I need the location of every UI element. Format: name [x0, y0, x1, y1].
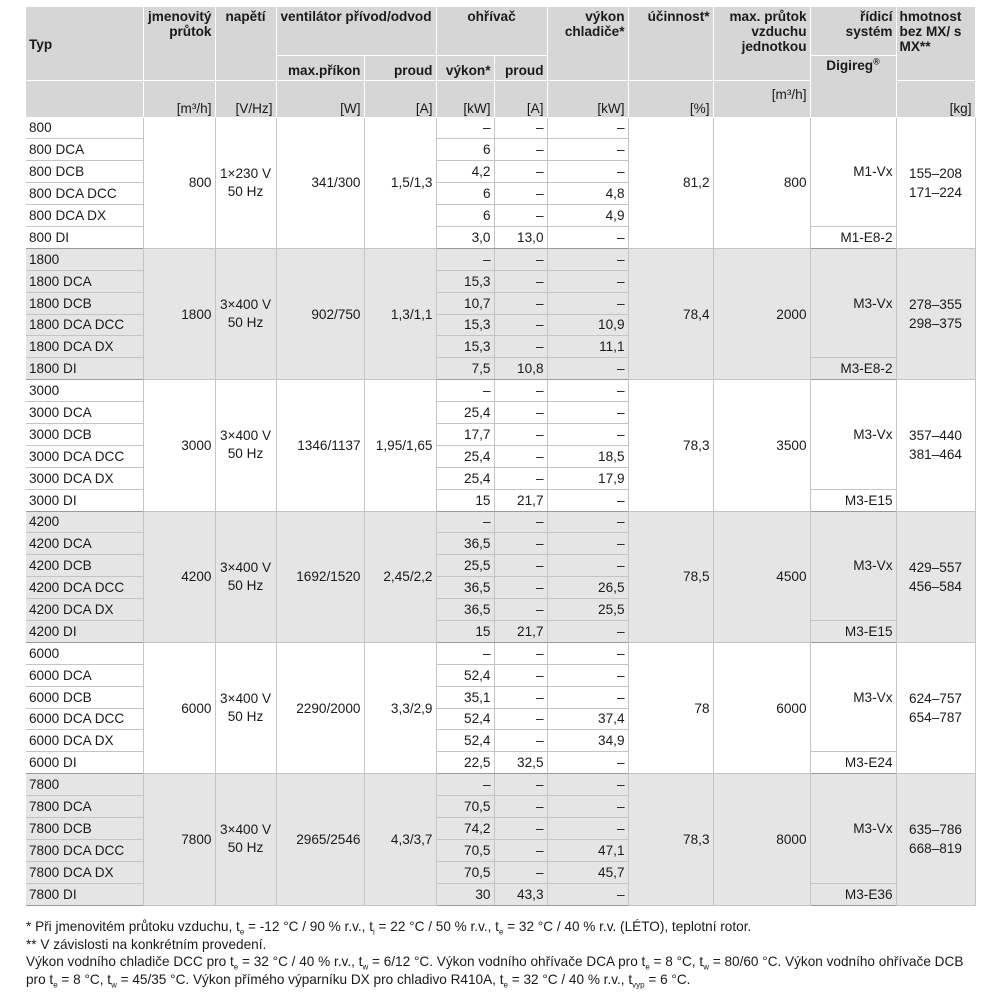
cell-napeti: 3×400 V 50 Hz: [215, 774, 276, 905]
cell-ohrivac-proud: 10,8: [494, 358, 547, 380]
note-text: = 22 °C / 50 % r.v., t: [374, 919, 499, 934]
cell-ohrivac-vykon: 22,5: [436, 752, 494, 774]
cell-vykon-chladice: –: [547, 620, 628, 642]
cell-typ: 3000: [26, 380, 143, 402]
cell-ohrivac-vykon: 30: [436, 883, 494, 905]
cell-ohrivac-vykon: 17,7: [436, 423, 494, 445]
cell-typ: 800 DCA DCC: [26, 183, 143, 205]
note-text: = -12 °C / 90 % r.v., t: [244, 919, 373, 934]
cell-ohrivac-vykon: 36,5: [436, 533, 494, 555]
cell-ohrivac-proud: –: [494, 467, 547, 489]
note-subscript: w: [362, 962, 369, 972]
cell-vykon-chladice: –: [547, 270, 628, 292]
footnotes: [26, 918, 981, 988]
cell-typ: 6000 DCA DCC: [26, 708, 143, 730]
unit-ohrivac-vykon: [kW]: [436, 80, 494, 117]
cell-max-prikon: 2965/2546: [276, 774, 364, 905]
cell-ohrivac-vykon: –: [436, 642, 494, 664]
cell-ohrivac-proud: 21,7: [494, 489, 547, 511]
cell-max-prutok: 4500: [713, 511, 810, 642]
cell-max-prikon: 341/300: [276, 117, 364, 248]
unit-chladic: [kW]: [547, 80, 628, 117]
cell-typ: 4200 DI: [26, 620, 143, 642]
note-subscript: e: [645, 962, 650, 972]
cell-ucinnost: 81,2: [628, 117, 713, 248]
cell-ohrivac-vykon: 70,5: [436, 839, 494, 861]
note-subscript: e: [239, 927, 245, 937]
cell-jmenovity-prutok: 1800: [143, 248, 215, 379]
cell-vykon-chladice: –: [547, 555, 628, 577]
footnote-power-conditions: [26, 953, 981, 988]
cell-typ: 4200: [26, 511, 143, 533]
cell-ohrivac-proud: –: [494, 642, 547, 664]
cell-typ: 800: [26, 117, 143, 139]
cell-ohrivac-vykon: 25,4: [436, 445, 494, 467]
cell-ohrivac-proud: –: [494, 533, 547, 555]
cell-napeti: 3×400 V 50 Hz: [215, 380, 276, 511]
cell-typ: 1800 DCA: [26, 270, 143, 292]
cell-typ: 1800 DCA DCC: [26, 314, 143, 336]
cell-ohrivac-vykon: 25,5: [436, 555, 494, 577]
note-subscript: e: [503, 980, 508, 990]
cell-vykon-chladice: –: [547, 226, 628, 248]
cell-ohrivac-proud: –: [494, 818, 547, 840]
spec-table: [26, 7, 976, 906]
cell-ridici-system-di: M3-E15: [810, 620, 896, 642]
cell-typ: 800 DCA DX: [26, 205, 143, 227]
cell-vykon-chladice: 25,5: [547, 599, 628, 621]
cell-ohrivac-vykon: 36,5: [436, 577, 494, 599]
cell-typ: 3000 DCA DX: [26, 467, 143, 489]
header-ventilator: ventilátor přívod/odvod: [276, 7, 436, 55]
cell-ohrivac-proud: –: [494, 445, 547, 467]
header-digireg: [810, 55, 896, 117]
cell-napeti: 1×230 V 50 Hz: [215, 117, 276, 248]
cell-ucinnost: 78,3: [628, 380, 713, 511]
cell-vykon-chladice: –: [547, 642, 628, 664]
cell-max-prutok: 800: [713, 117, 810, 248]
cell-ohrivac-vykon: 35,1: [436, 686, 494, 708]
cell-vykon-chladice: –: [547, 533, 628, 555]
header-typ: Typ: [26, 7, 143, 80]
cell-vykon-chladice: 10,9: [547, 314, 628, 336]
cell-ohrivac-proud: –: [494, 861, 547, 883]
cell-typ: 6000: [26, 642, 143, 664]
cell-ucinnost: 78,3: [628, 774, 713, 905]
cell-proud: 2,45/2,2: [364, 511, 436, 642]
cell-ridici-system-di: M3-E8-2: [810, 358, 896, 380]
cell-ohrivac-vykon: 6: [436, 139, 494, 161]
cell-max-prikon: 2290/2000: [276, 642, 364, 773]
cell-ucinnost: 78,4: [628, 248, 713, 379]
header-ohrivac: ohřívač: [436, 7, 547, 55]
cell-typ: 1800 DCA DX: [26, 336, 143, 358]
cell-ohrivac-vykon: 15,3: [436, 270, 494, 292]
cell-typ: 6000 DI: [26, 752, 143, 774]
unit-napeti: [V/Hz]: [215, 80, 276, 117]
header-ohrivac-vykon: výkon*: [436, 55, 494, 80]
unit-ohrivac-proud: [A]: [494, 80, 547, 117]
note-text: = 6/12 °C. Výkon vodního ohřívače DCA pro t: [368, 954, 646, 969]
header-vykon-chladice: výkon chladiče*: [547, 7, 628, 80]
cell-max-prutok: 2000: [713, 248, 810, 379]
cell-vykon-chladice: –: [547, 489, 628, 511]
cell-vykon-chladice: 4,8: [547, 183, 628, 205]
cell-ridici-system-di: M3-E36: [810, 883, 896, 905]
cell-ohrivac-vykon: 52,4: [436, 730, 494, 752]
cell-vykon-chladice: –: [547, 117, 628, 139]
cell-ridici-system-di: M1-E8-2: [810, 226, 896, 248]
cell-hmotnost: 155–208 171–224: [896, 117, 975, 248]
cell-vykon-chladice: 4,9: [547, 205, 628, 227]
table-row: [26, 117, 975, 139]
cell-vykon-chladice: 45,7: [547, 861, 628, 883]
registered-mark: ®: [873, 55, 880, 66]
cell-typ: 4200 DCA DX: [26, 599, 143, 621]
table-row: [26, 774, 975, 796]
cell-typ: 800 DCA: [26, 139, 143, 161]
note-text: ** V závislosti na konkrétním provedení.: [26, 936, 267, 952]
cell-ridici-system: M1-Vx: [810, 117, 896, 226]
cell-vykon-chladice: 17,9: [547, 467, 628, 489]
cell-ohrivac-proud: 21,7: [494, 620, 547, 642]
header-napeti: napětí: [215, 7, 276, 80]
footnote-measurement-conditions: [26, 918, 981, 936]
cell-max-prutok: 8000: [713, 774, 810, 905]
note-text: = 8 °C, t: [57, 971, 112, 987]
note-text: = 8 °C, t: [649, 954, 704, 969]
header-proud: proud: [364, 55, 436, 80]
note-subscript: e: [233, 962, 239, 972]
cell-typ: 7800 DCA: [26, 796, 143, 818]
cell-typ: 7800 DCA DCC: [26, 839, 143, 861]
note-text: = 32 °C / 40 % r.v., t: [238, 954, 363, 969]
cell-ohrivac-vykon: 70,5: [436, 796, 494, 818]
cell-ridici-system: M3-Vx: [810, 511, 896, 620]
cell-vykon-chladice: 18,5: [547, 445, 628, 467]
cell-typ: 7800 DCA DX: [26, 861, 143, 883]
cell-vykon-chladice: –: [547, 774, 628, 796]
cell-vykon-chladice: –: [547, 402, 628, 424]
cell-vykon-chladice: –: [547, 752, 628, 774]
cell-vykon-chladice: –: [547, 686, 628, 708]
cell-ohrivac-vykon: 52,4: [436, 664, 494, 686]
cell-ohrivac-proud: –: [494, 117, 547, 139]
cell-ohrivac-proud: –: [494, 205, 547, 227]
unit-hmotnost: [kg]: [896, 80, 975, 117]
cell-vykon-chladice: –: [547, 511, 628, 533]
cell-ohrivac-vykon: 7,5: [436, 358, 494, 380]
cell-typ: 4200 DCA: [26, 533, 143, 555]
note-text: = 80/60 °C. Výkon vodního ohřívače DCB pro t: [26, 954, 964, 987]
cell-jmenovity-prutok: 4200: [143, 511, 215, 642]
cell-ohrivac-vykon: 4,2: [436, 161, 494, 183]
cell-ohrivac-vykon: –: [436, 380, 494, 402]
cell-ucinnost: 78: [628, 642, 713, 773]
unit-prikon: [W]: [276, 80, 364, 117]
header-hmotnost: hmotnost bez MX/ s MX**: [896, 7, 975, 80]
note-text: = 32 °C / 40 % r.v. (LÉTO), teplotní rotor.: [503, 919, 752, 934]
cell-ohrivac-proud: –: [494, 423, 547, 445]
note-subscript: i: [373, 927, 375, 937]
cell-typ: 800 DCB: [26, 161, 143, 183]
cell-jmenovity-prutok: 6000: [143, 642, 215, 773]
cell-vykon-chladice: –: [547, 358, 628, 380]
cell-ohrivac-vykon: 15,3: [436, 314, 494, 336]
header-jmenovity-prutok: jmenovitý průtok: [143, 7, 215, 80]
cell-proud: 1,3/1,1: [364, 248, 436, 379]
cell-ohrivac-proud: –: [494, 555, 547, 577]
digireg-label: Digireg: [826, 57, 874, 73]
cell-hmotnost: 278–355 298–375: [896, 248, 975, 379]
cell-typ: 3000 DCA: [26, 402, 143, 424]
note-text: = 32 °C / 40 % r.v., t: [507, 971, 633, 987]
cell-napeti: 3×400 V 50 Hz: [215, 511, 276, 642]
cell-jmenovity-prutok: 7800: [143, 774, 215, 905]
cell-ohrivac-vykon: 15: [436, 489, 494, 511]
cell-vykon-chladice: –: [547, 423, 628, 445]
cell-ohrivac-vykon: 25,4: [436, 402, 494, 424]
note-subscript: vyp: [632, 980, 645, 990]
cell-ridici-system: M3-Vx: [810, 248, 896, 357]
cell-typ: 1800: [26, 248, 143, 270]
cell-vykon-chladice: –: [547, 883, 628, 905]
cell-ridici-system: M3-Vx: [810, 380, 896, 489]
cell-vykon-chladice: –: [547, 161, 628, 183]
header-ohrivac-proud: proud: [494, 55, 547, 80]
cell-ohrivac-vykon: 3,0: [436, 226, 494, 248]
cell-typ: 6000 DCB: [26, 686, 143, 708]
cell-ohrivac-proud: –: [494, 314, 547, 336]
cell-ridici-system: M3-Vx: [810, 642, 896, 751]
cell-ohrivac-proud: –: [494, 796, 547, 818]
cell-ohrivac-proud: –: [494, 708, 547, 730]
unit-proud: [A]: [364, 80, 436, 117]
table-row: [26, 642, 975, 664]
cell-ridici-system-di: M3-E24: [810, 752, 896, 774]
cell-vykon-chladice: –: [547, 380, 628, 402]
unit-max-prutok: [m³/h]: [713, 80, 810, 117]
cell-ridici-system: M3-Vx: [810, 774, 896, 883]
cell-typ: 6000 DCA: [26, 664, 143, 686]
header-ridici-system: řídicí systém: [810, 7, 896, 55]
note-text: = 45/35 °C. Výkon přímého výparníku DX pro chladivo R410A, t: [116, 971, 504, 987]
cell-ohrivac-vykon: 6: [436, 205, 494, 227]
header-max-prikon: max.příkon: [276, 55, 364, 80]
note-text: * Při jmenovitém průtoku vzduchu, t: [26, 919, 240, 934]
cell-ohrivac-vykon: 15,3: [436, 336, 494, 358]
cell-typ: 4200 DCB: [26, 555, 143, 577]
header-max-prutok: max. průtok vzduchu jednotkou: [713, 7, 810, 80]
cell-hmotnost: 635–786 668–819: [896, 774, 975, 905]
cell-ohrivac-proud: 43,3: [494, 883, 547, 905]
cell-vykon-chladice: –: [547, 818, 628, 840]
table-row: [26, 380, 975, 402]
footnote-weight-variation: [26, 936, 981, 954]
cell-ohrivac-vykon: –: [436, 511, 494, 533]
cell-ohrivac-proud: 13,0: [494, 226, 547, 248]
cell-typ: 7800: [26, 774, 143, 796]
cell-typ: 3000 DCA DCC: [26, 445, 143, 467]
cell-ohrivac-proud: –: [494, 664, 547, 686]
unit-jmenovity: [m³/h]: [143, 80, 215, 117]
header-ucinnost: účinnost*: [628, 7, 713, 80]
note-subscript: w: [111, 980, 117, 990]
cell-ohrivac-vykon: –: [436, 774, 494, 796]
note-subscript: w: [703, 962, 709, 972]
cell-ohrivac-proud: –: [494, 839, 547, 861]
cell-ucinnost: 78,5: [628, 511, 713, 642]
cell-vykon-chladice: 34,9: [547, 730, 628, 752]
cell-vykon-chladice: 26,5: [547, 577, 628, 599]
cell-hmotnost: 429–557 456–584: [896, 511, 975, 642]
cell-ohrivac-vykon: 36,5: [436, 599, 494, 621]
cell-typ: 6000 DCA DX: [26, 730, 143, 752]
table-body: [26, 117, 975, 905]
cell-ohrivac-vykon: 70,5: [436, 861, 494, 883]
cell-typ: 1800 DI: [26, 358, 143, 380]
unit-typ: [26, 80, 143, 117]
cell-proud: 4,3/3,7: [364, 774, 436, 905]
cell-ohrivac-proud: –: [494, 511, 547, 533]
cell-typ: 800 DI: [26, 226, 143, 248]
cell-typ: 7800 DI: [26, 883, 143, 905]
cell-ohrivac-proud: –: [494, 292, 547, 314]
cell-ohrivac-proud: 32,5: [494, 752, 547, 774]
note-subscript: e: [498, 927, 504, 937]
cell-ohrivac-proud: –: [494, 161, 547, 183]
cell-ohrivac-vykon: –: [436, 117, 494, 139]
cell-proud: 1,95/1,65: [364, 380, 436, 511]
note-text: = 6 °C.: [644, 971, 691, 987]
note-text: Výkon vodního chladiče DCC pro t: [26, 954, 234, 969]
cell-vykon-chladice: –: [547, 248, 628, 270]
cell-max-prikon: 902/750: [276, 248, 364, 379]
table-header: [26, 7, 975, 117]
table-row: [26, 511, 975, 533]
cell-hmotnost: 357–440 381–464: [896, 380, 975, 511]
cell-ridici-system-di: M3-E15: [810, 489, 896, 511]
cell-jmenovity-prutok: 3000: [143, 380, 215, 511]
cell-ohrivac-proud: –: [494, 774, 547, 796]
cell-ohrivac-proud: –: [494, 380, 547, 402]
cell-ohrivac-vykon: 25,4: [436, 467, 494, 489]
cell-ohrivac-proud: –: [494, 139, 547, 161]
cell-ohrivac-proud: –: [494, 402, 547, 424]
cell-ohrivac-proud: –: [494, 183, 547, 205]
cell-vykon-chladice: –: [547, 139, 628, 161]
cell-ohrivac-proud: –: [494, 686, 547, 708]
cell-ohrivac-proud: –: [494, 248, 547, 270]
cell-ohrivac-proud: –: [494, 336, 547, 358]
cell-vykon-chladice: 37,4: [547, 708, 628, 730]
unit-ucinnost: [%]: [628, 80, 713, 117]
cell-ohrivac-proud: –: [494, 577, 547, 599]
cell-max-prikon: 1346/1137: [276, 380, 364, 511]
cell-max-prutok: 3500: [713, 380, 810, 511]
cell-vykon-chladice: –: [547, 292, 628, 314]
cell-ohrivac-vykon: 52,4: [436, 708, 494, 730]
cell-typ: 4200 DCA DCC: [26, 577, 143, 599]
cell-ohrivac-vykon: 15: [436, 620, 494, 642]
table-row: [26, 248, 975, 270]
cell-typ: 1800 DCB: [26, 292, 143, 314]
cell-vykon-chladice: –: [547, 796, 628, 818]
cell-proud: 1,5/1,3: [364, 117, 436, 248]
cell-ohrivac-proud: –: [494, 599, 547, 621]
cell-max-prutok: 6000: [713, 642, 810, 773]
cell-napeti: 3×400 V 50 Hz: [215, 248, 276, 379]
cell-ohrivac-proud: –: [494, 270, 547, 292]
cell-napeti: 3×400 V 50 Hz: [215, 642, 276, 773]
cell-vykon-chladice: 11,1: [547, 336, 628, 358]
cell-vykon-chladice: –: [547, 664, 628, 686]
cell-typ: 3000 DCB: [26, 423, 143, 445]
cell-ohrivac-vykon: 10,7: [436, 292, 494, 314]
cell-ohrivac-proud: –: [494, 730, 547, 752]
cell-typ: 3000 DI: [26, 489, 143, 511]
cell-proud: 3,3/2,9: [364, 642, 436, 773]
cell-vykon-chladice: 47,1: [547, 839, 628, 861]
cell-ohrivac-vykon: 6: [436, 183, 494, 205]
cell-typ: 7800 DCB: [26, 818, 143, 840]
cell-ohrivac-vykon: 74,2: [436, 818, 494, 840]
cell-jmenovity-prutok: 800: [143, 117, 215, 248]
cell-max-prikon: 1692/1520: [276, 511, 364, 642]
cell-ohrivac-vykon: –: [436, 248, 494, 270]
cell-hmotnost: 624–757 654–787: [896, 642, 975, 773]
note-subscript: e: [53, 980, 58, 990]
